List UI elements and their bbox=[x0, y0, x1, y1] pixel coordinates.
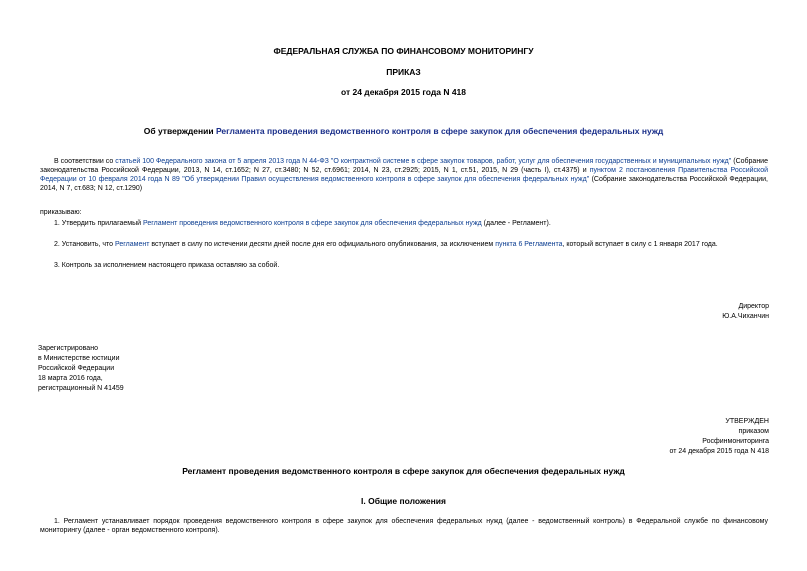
order-title bbox=[0, 126, 807, 136]
approval-line-2: приказом bbox=[738, 428, 769, 435]
approval-line-3: Росфинмониторинга bbox=[702, 438, 769, 445]
registration-line-3: Российской Федерации bbox=[38, 365, 115, 372]
order-title-prefix: Об утверждении bbox=[143, 126, 216, 136]
approval-line-1: УТВЕРЖДЕН bbox=[725, 418, 769, 425]
agency-heading: ФЕДЕРАЛЬНАЯ СЛУЖБА ПО ФИНАНСОВОМУ МОНИТОРИНГУ bbox=[273, 46, 534, 56]
regulation-point-6-link[interactable]: пункта 6 Регламента bbox=[495, 241, 563, 248]
order-title-regulation-link[interactable]: Регламента проведения ведомственного контроля в сфере закупок для обеспечения федеральных нужд bbox=[215, 126, 664, 136]
preamble-paragraph bbox=[40, 157, 768, 193]
doc-type-heading: ПРИКАЗ bbox=[386, 67, 421, 77]
doc-date-number: от 24 декабря 2015 года N 418 bbox=[340, 87, 467, 97]
regulation-title: Регламент проведения ведомственного контроля в сфере закупок для обеспечения федеральных нужд bbox=[182, 466, 625, 476]
preamble-text-2: (Собрание законодательства Российской Федерации, 2013, N 14, ст.1652; N 27, ст.3480; N 52, ст.6961; 2014, N 23, ст.2925; 2015, N 1, ст.51, 2015, N 29 (часть I), ст.4375) и bbox=[40, 158, 768, 174]
registration-line-5: регистрационный N 41459 bbox=[38, 385, 124, 392]
approval-line-4: от 24 декабря 2015 года N 418 bbox=[669, 448, 769, 455]
regulation-link[interactable]: Регламент проведения ведомственного контроля в сфере закупок для обеспечения федеральных нужд bbox=[142, 220, 482, 227]
order-item-1 bbox=[54, 219, 551, 228]
signature-name: Ю.А.Чиханчин bbox=[722, 313, 769, 320]
order-item-3: 3. Контроль за исполнением настоящего приказа оставляю за собой. bbox=[54, 262, 280, 269]
section-heading: I. Общие положения bbox=[361, 496, 446, 506]
order-item-1-text-b: (далее - Регламент). bbox=[481, 220, 551, 227]
regulation-paragraph-1: 1. Регламент устанавливает порядок проведения ведомственного контроля в сфере закупок для обеспечения федеральных нужд (далее - ведомственный контроль) в Федеральной службе по финансовому мониторингу (далее - орган ведомственного контроля). bbox=[40, 518, 768, 534]
preamble-text-3: (Собрание законодательства Российской Федерации, 2014, N 7, ст.683; N 12, ст.1290) bbox=[40, 176, 768, 192]
order-item-2-text-b: вступает в силу по истечении десяти дней после дня его официального опубликования, за исключением bbox=[149, 241, 496, 248]
registration-line-1: Зарегистрировано bbox=[38, 345, 98, 352]
order-item-2-text-c: , который вступает в силу с 1 января 2017 года. bbox=[562, 241, 718, 248]
order-item-2-text-a: 2. Установить, что bbox=[54, 241, 116, 248]
registration-line-2: в Министерстве юстиции bbox=[38, 355, 120, 362]
signature-position: Директор bbox=[738, 303, 769, 310]
article-100-law-44-link[interactable]: статьей 100 Федерального закона от 5 апреля 2013 года N 44-ФЗ "О контрактной системе в сфере закупок товаров, работ, услуг для обеспечения государственных и муниципальных нужд" bbox=[115, 158, 732, 165]
order-item-2 bbox=[54, 240, 718, 249]
orders-label: приказываю: bbox=[40, 209, 82, 216]
government-resolution-89-link[interactable]: пунктом 2 постановления Правительства Российской Федерации от 10 февраля 2014 года N 89 "Об утверждении Правил осуществления ведомственного контроля в сфере закупок для обеспечения федеральных нужд" bbox=[40, 167, 768, 183]
preamble-text-1: В соответствии со bbox=[54, 158, 116, 165]
regulation-short-link[interactable]: Регламент bbox=[115, 241, 150, 248]
registration-line-4: 18 марта 2016 года, bbox=[38, 375, 103, 382]
order-item-1-text-a: 1. Утвердить прилагаемый bbox=[54, 220, 143, 227]
